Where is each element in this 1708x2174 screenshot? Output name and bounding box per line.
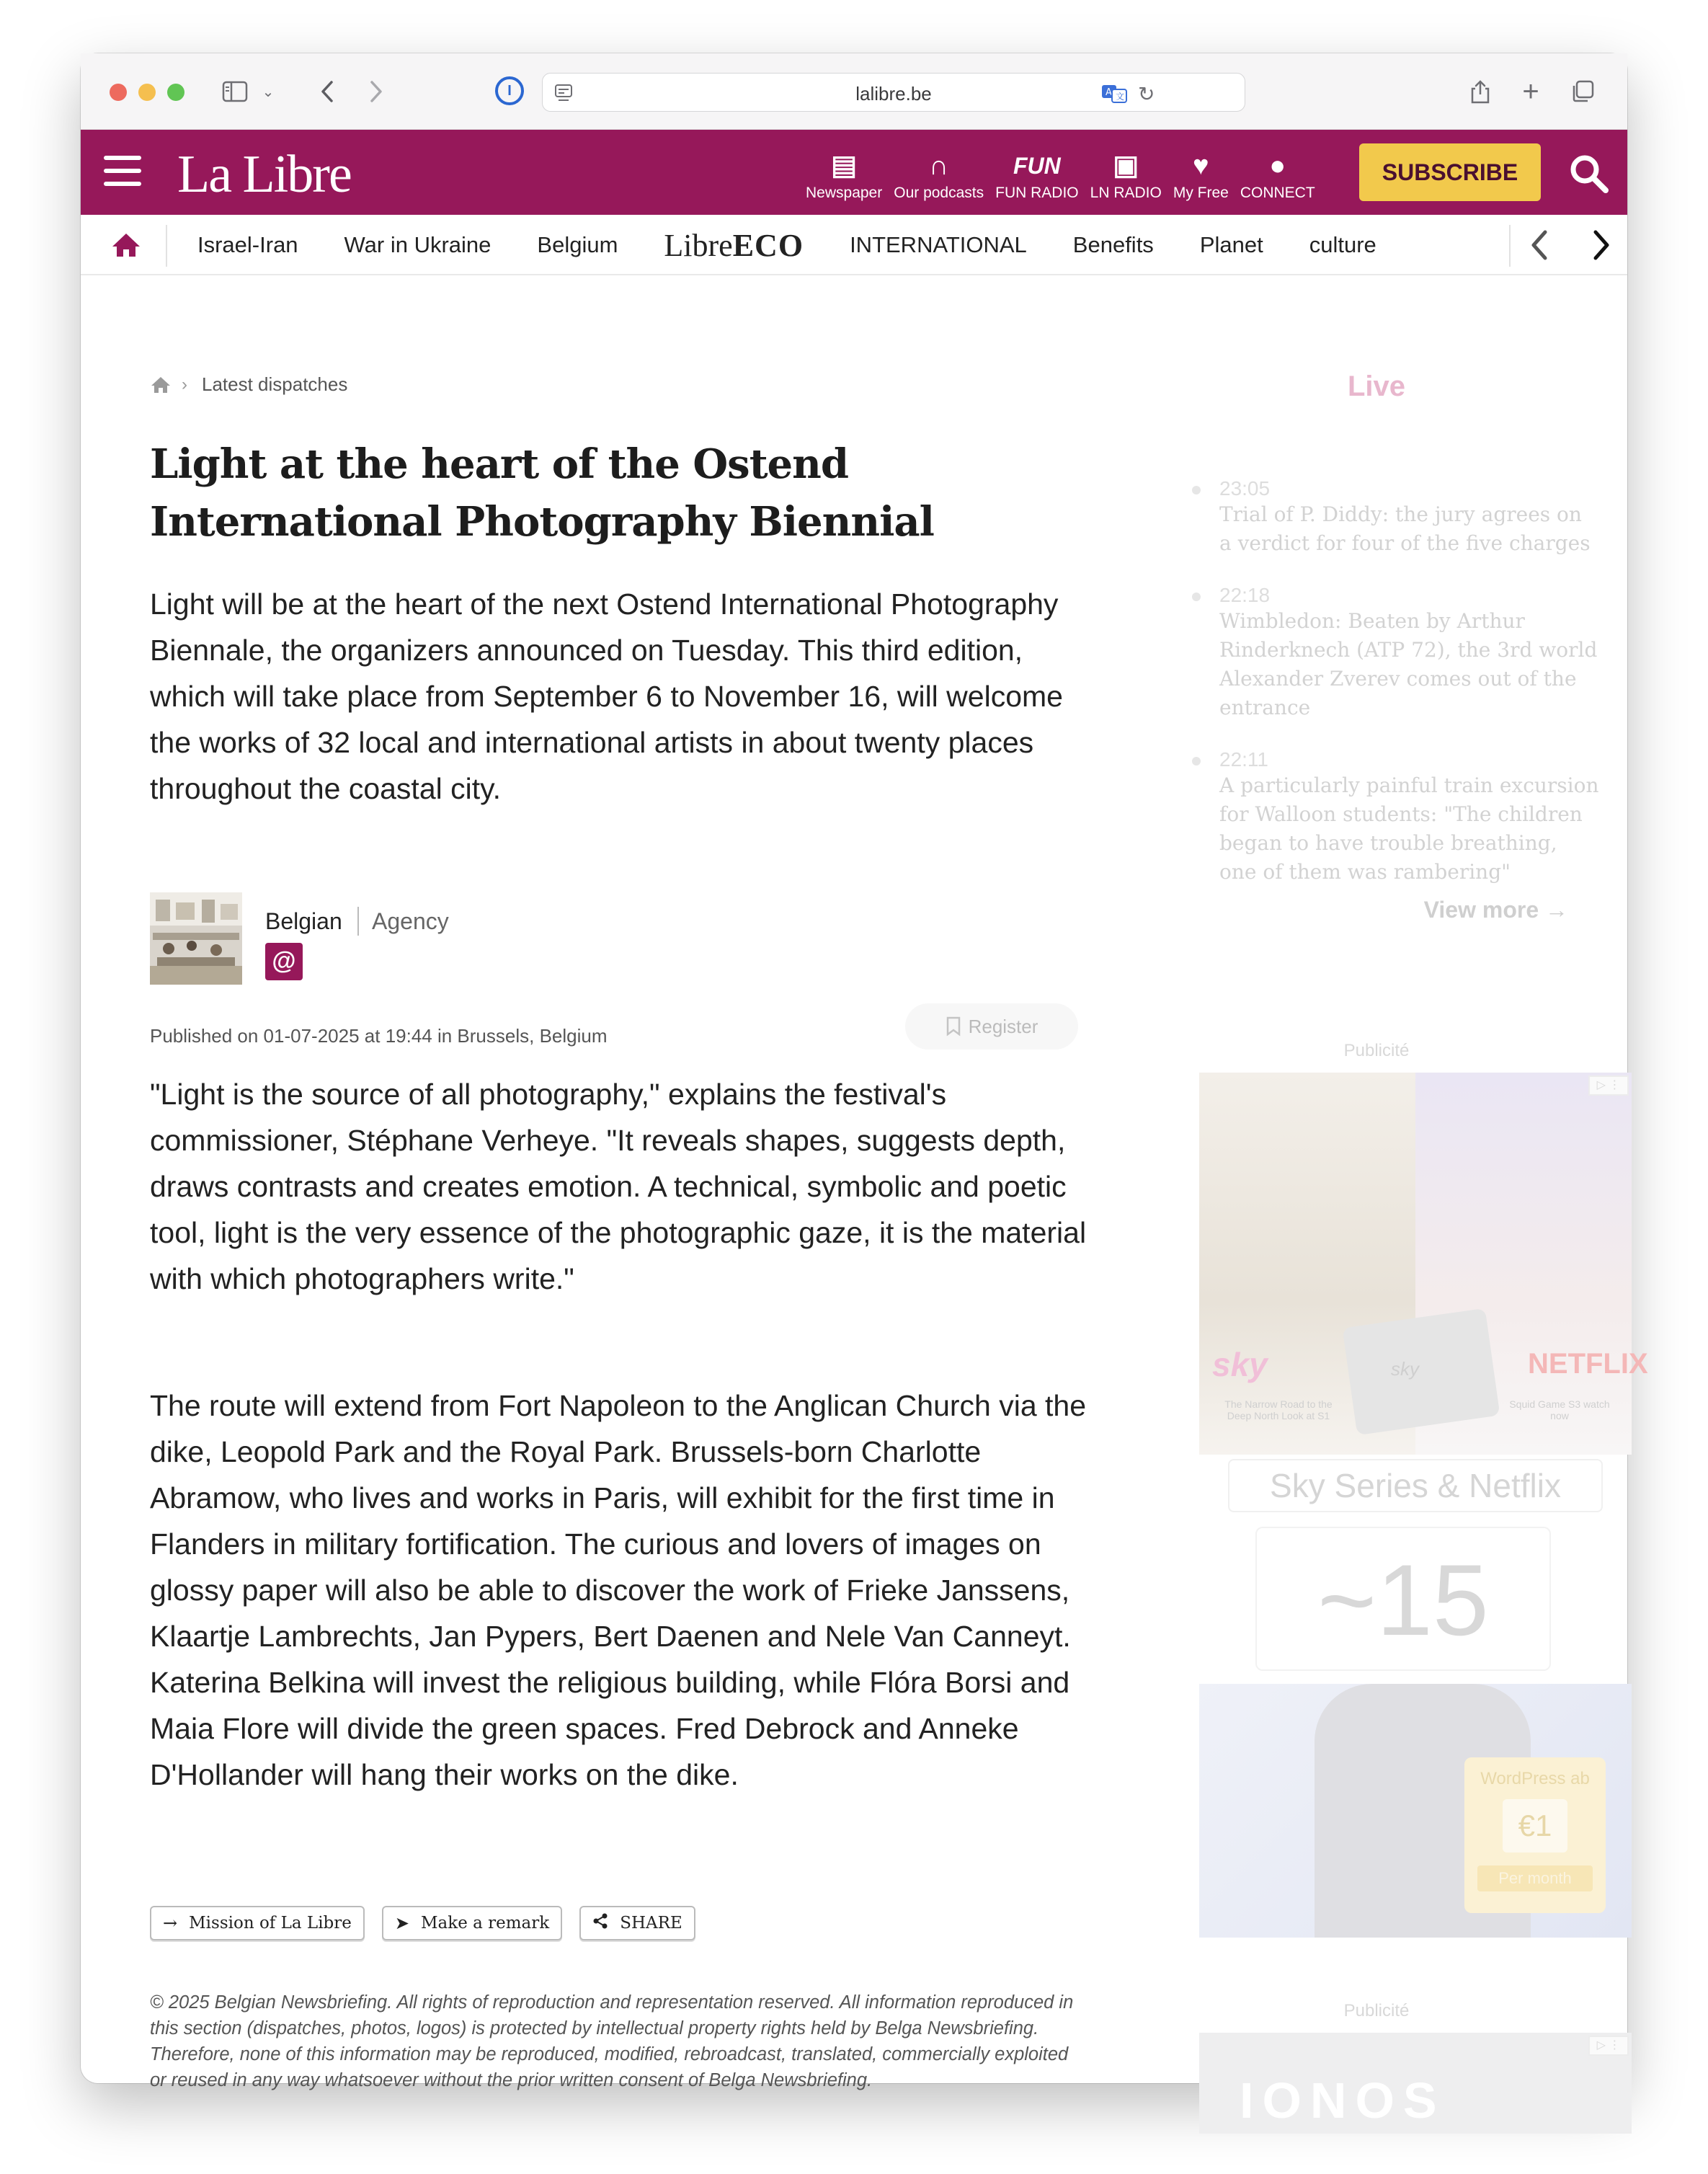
zoom-window-button[interactable] bbox=[167, 84, 184, 101]
svg-text:文: 文 bbox=[1116, 92, 1125, 102]
back-icon[interactable] bbox=[313, 75, 342, 108]
author-role: Agency bbox=[372, 908, 449, 934]
advertisement[interactable] bbox=[1199, 1073, 1648, 1938]
subscribe-button[interactable]: SUBSCRIBE bbox=[1359, 143, 1541, 201]
live-feed bbox=[1139, 477, 1600, 913]
live-text: A particularly painful train excursion for Walloon students: "The children began to have trouble breathing, one of them was rambering" bbox=[1219, 773, 1599, 884]
ad-price: ~15 bbox=[1255, 1527, 1551, 1671]
ad-wordpress-banner bbox=[1199, 1684, 1632, 1938]
ad-price-card: WordPress ab €1 Per month bbox=[1464, 1757, 1606, 1913]
make-remark-button[interactable]: ➤ Make a remark bbox=[382, 1906, 562, 1940]
article-actions bbox=[150, 1906, 713, 1940]
send-icon: ➤ bbox=[394, 1913, 409, 1933]
nav-item-libre-eco[interactable]: LibreECO bbox=[664, 227, 804, 263]
section-nav bbox=[81, 215, 1627, 275]
live-item[interactable] bbox=[1139, 584, 1600, 722]
nav-item-benefits[interactable]: Benefits bbox=[1072, 232, 1154, 257]
password-manager-icon[interactable]: I bbox=[495, 76, 524, 105]
ad-choices-icon[interactable]: ▷ ⋮ bbox=[1588, 2036, 1629, 2056]
box-logo: sky bbox=[1391, 1358, 1419, 1380]
headphones-icon: ∩ bbox=[928, 151, 949, 181]
sidebar bbox=[1139, 275, 1648, 2129]
reload-icon[interactable]: ↻ bbox=[1138, 83, 1155, 105]
sky-logo: sky bbox=[1212, 1346, 1268, 1383]
bookmark-icon bbox=[946, 1016, 961, 1037]
author-block bbox=[150, 892, 726, 986]
share-page-icon[interactable] bbox=[1466, 75, 1495, 108]
live-text: Trial of P. Diddy: the jury agrees on a verdict for four of the five charges bbox=[1219, 502, 1591, 555]
newspaper-icon: ▤ bbox=[831, 151, 858, 181]
nav-item-belgium[interactable]: Belgium bbox=[537, 232, 618, 257]
heart-icon: ♥ bbox=[1193, 151, 1209, 181]
menu-icon[interactable] bbox=[104, 156, 141, 189]
netflix-logo: NETFLIX bbox=[1528, 1348, 1648, 1380]
scroll-left-icon[interactable] bbox=[1525, 228, 1554, 262]
share-button[interactable]: SHARE bbox=[579, 1906, 695, 1940]
article-paragraph: "Light is the source of all photography," explains the festival's commissioner, Stéphane Verheye. "It reveals shapes, suggests depth, draws contrasts and creates emotion. A technical, symbolic and poetic tool, light is the very essence of the photographic gaze, it is the material with which photographers write." bbox=[150, 1078, 1087, 1295]
nav-my-free[interactable]: ♥ My Free bbox=[1173, 151, 1229, 201]
nav-item-war-in-ukraine[interactable]: War in Ukraine bbox=[344, 232, 492, 257]
search-icon[interactable] bbox=[1565, 150, 1613, 198]
divider bbox=[1509, 225, 1511, 267]
live-item[interactable] bbox=[1139, 477, 1600, 558]
live-title: Live bbox=[1347, 371, 1406, 402]
nav-newspaper[interactable]: ▤ Newspaper bbox=[806, 151, 883, 201]
live-text: Wimbledon: Beaten by Arthur Rinderknech (ATP 72), the 3rd world Alexander Zverev comes out of the entrance bbox=[1219, 609, 1598, 719]
sidebar-toggle-icon[interactable] bbox=[219, 75, 251, 108]
close-window-button[interactable] bbox=[110, 84, 127, 101]
live-time: 23:05 bbox=[1219, 477, 1271, 500]
nav-connect[interactable]: ● CONNECT bbox=[1240, 151, 1315, 201]
live-time: 22:18 bbox=[1219, 584, 1271, 606]
nav-item-culture[interactable]: culture bbox=[1309, 232, 1376, 257]
nav-item-international[interactable]: INTERNATIONAL bbox=[850, 232, 1027, 257]
live-time: 22:11 bbox=[1219, 748, 1268, 771]
article-headline: Light at the heart of the Ostend International Photography Biennial bbox=[150, 440, 934, 546]
ionos-logo: IONOS bbox=[1240, 2072, 1446, 2129]
section-nav-items bbox=[174, 215, 1400, 275]
minimize-window-button[interactable] bbox=[138, 84, 156, 101]
address-bar[interactable] bbox=[542, 73, 1245, 112]
ad-label: Publicité bbox=[1343, 1041, 1410, 1060]
home-icon[interactable] bbox=[150, 376, 172, 394]
new-tab-icon[interactable]: + bbox=[1522, 75, 1539, 107]
breadcrumb-item[interactable]: Latest dispatches bbox=[202, 373, 348, 395]
ad-image bbox=[1199, 1073, 1648, 1455]
browser-window bbox=[81, 53, 1648, 2129]
header-nav bbox=[800, 144, 1321, 202]
live-item[interactable] bbox=[1139, 748, 1600, 887]
nav-fun-radio[interactable]: FUN FUN RADIO bbox=[989, 144, 1085, 202]
author-name[interactable]: Belgian bbox=[265, 908, 342, 934]
view-more-link[interactable]: View more → bbox=[1423, 897, 1568, 923]
radio-icon: ▣ bbox=[1113, 151, 1139, 181]
forward-icon[interactable] bbox=[362, 75, 391, 108]
ad-caption: Squid Game S3 watch now bbox=[1509, 1398, 1610, 1421]
ad-headline: Sky Series & Netflix bbox=[1228, 1459, 1603, 1512]
browser-toolbar bbox=[81, 53, 1627, 130]
fun-radio-icon: FUN bbox=[1013, 153, 1061, 179]
site-logo[interactable]: La Libre bbox=[177, 145, 351, 204]
svg-text:A: A bbox=[1106, 87, 1112, 98]
nav-item-israel-iran[interactable]: Israel-Iran bbox=[197, 232, 298, 257]
chevron-right-icon: › bbox=[182, 374, 187, 394]
mission-button[interactable]: → Mission of La Libre bbox=[150, 1906, 365, 1940]
article-paragraph: The route will extend from Fort Napoleon to the Anglican Church via the dike, Leopold Park and the Royal Park. Brussels-born Charlotte Abramow, who lives and works in Paris, will exhibit for the first time in Flanders in military fortification. The curious and lovers of images on glossy paper will also be able to discover the work of Frieke Janssens, Klaartje Lambrechts, Jan Pypers, Bert Daenen and Nele Van Canneyt. Katerina Belkina will invest the religious building, while Flóra Borsi and Maia Flore will divide the green spaces. Fred Debrock and Anneke D'Hollander will hang their works on the dike. bbox=[150, 1389, 1087, 1791]
ad-choices-icon[interactable]: ▷ ⋮ bbox=[1588, 1075, 1629, 1096]
url-text: lalibre.be bbox=[855, 83, 932, 105]
timeline-dot bbox=[1192, 593, 1201, 601]
advertisement[interactable] bbox=[1199, 2033, 1632, 2134]
nav-ln-radio[interactable]: ▣ LN RADIO bbox=[1090, 151, 1162, 201]
tab-overview-icon[interactable] bbox=[1568, 75, 1597, 108]
share-icon bbox=[592, 1913, 608, 1933]
copyright-notice: © 2025 Belgian Newsbriefing. All rights of reproduction and representation reserved. All information reproduced in this section (dispatches, photos, logos) is protected by intellectual property rights held by Belga Newsbriefing. Therefore, none of this information may be reproduced, modified, rebroadcast, translated, commercially exploited or reused in any way whatsoever without the prior written consent of Belga Newsbriefing. bbox=[150, 1992, 1074, 2090]
timeline-dot bbox=[1192, 757, 1201, 766]
avatar[interactable] bbox=[150, 892, 242, 985]
nav-item-planet[interactable]: Planet bbox=[1199, 232, 1263, 257]
article-lead: Light will be at the heart of the next Ostend International Photography Biennale, the organizers announced on Tuesday. This third edition, which will take place from September 6 to November 16, will welcome the works of 32 local and international artists in about twenty places throughout the coastal city. bbox=[150, 587, 1063, 805]
nav-podcasts[interactable]: ∩ Our podcasts bbox=[894, 151, 984, 201]
site-header bbox=[81, 130, 1627, 215]
register-button[interactable]: Register bbox=[905, 1003, 1078, 1050]
breadcrumb bbox=[150, 373, 347, 396]
sky-box-image bbox=[1343, 1308, 1500, 1435]
divider bbox=[166, 225, 167, 267]
arrow-right-icon: → bbox=[163, 1913, 178, 1933]
ad-caption: The Narrow Road to the Deep North Look at S1 bbox=[1224, 1398, 1333, 1421]
ad-label: Publicité bbox=[1343, 2001, 1410, 2020]
home-icon[interactable] bbox=[110, 229, 143, 261]
translate-icon[interactable] bbox=[1100, 82, 1129, 107]
email-icon[interactable]: @ bbox=[265, 943, 303, 980]
divider bbox=[357, 907, 359, 936]
scroll-right-icon[interactable] bbox=[1587, 228, 1616, 262]
published-date: Published on 01-07-2025 at 19:44 in Brussels, Belgium bbox=[150, 1025, 608, 1047]
timeline-dot bbox=[1192, 486, 1201, 494]
chevron-down-icon[interactable]: ⌄ bbox=[262, 84, 275, 100]
user-icon: ● bbox=[1269, 151, 1286, 181]
